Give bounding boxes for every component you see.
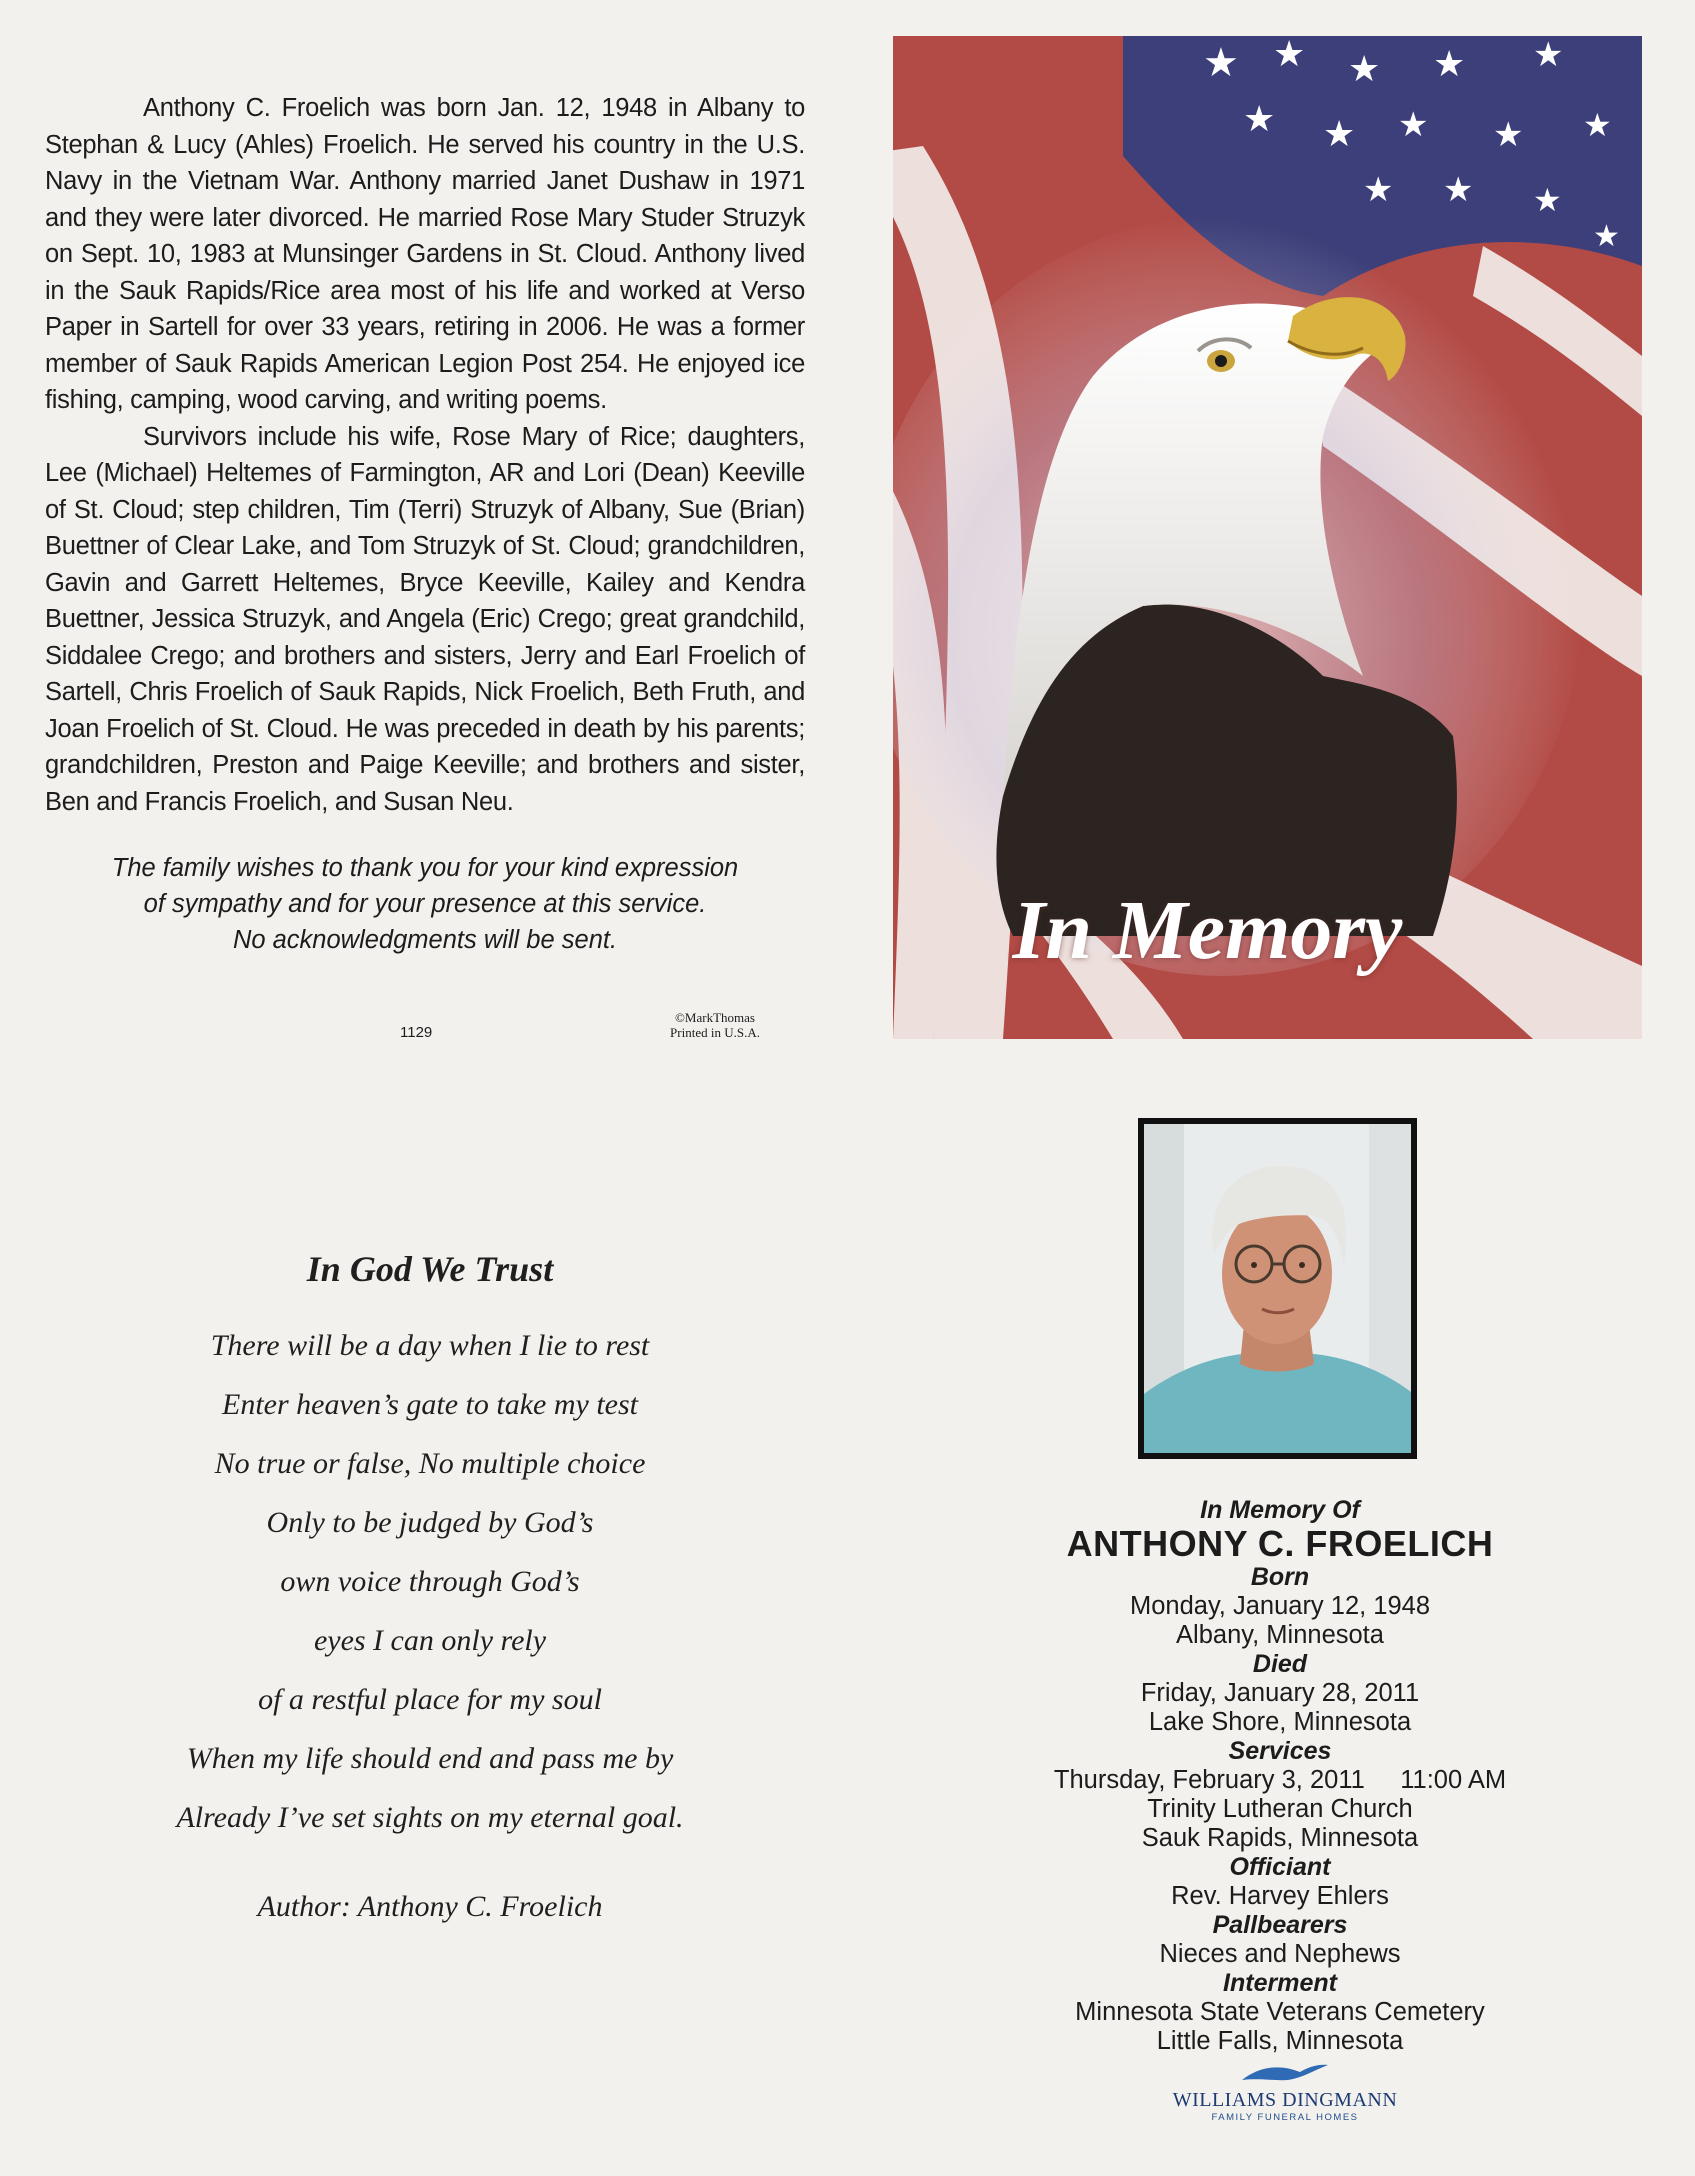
portrait-image [1144, 1124, 1411, 1453]
svg-text:★: ★ [1243, 99, 1276, 140]
interment-label: Interment [1223, 1969, 1337, 1997]
pallbearers-label: Pallbearers [1212, 1911, 1348, 1939]
died-place: Lake Shore, Minnesota [1148, 1708, 1412, 1736]
svg-text:★: ★ [1348, 49, 1381, 90]
cover-image [893, 36, 1642, 1039]
copyright-line: ©MarkThomas [675, 1010, 755, 1025]
svg-text:★: ★ [1273, 36, 1306, 75]
interment-place: Little Falls, Minnesota [1156, 2027, 1404, 2055]
born-label: Born [1250, 1563, 1310, 1591]
memorial-details [990, 1496, 1570, 2056]
poem-line: No true or false, No multiple choice [214, 1447, 646, 1480]
officiant-name: Rev. Harvey Ehlers [1171, 1882, 1389, 1910]
obituary-paragraph-2: Survivors include his wife, Rose Mary of Rice; daughters, Lee (Michael) Heltemes of Farmington, AR and Lori (Dean) Keeville of St. Cloud; step children, Tim (Terri) Struzyk of Albany, Sue (Brian) Buettner of Clear Lake, and Tom Struzyk of St. Cloud; grandchildren, Gavin and Garrett Heltemes, Bryce Keeville, Kailey and Kendra Buettner, Jessica Struzyk, and Angela (Eric) Crego; great grandchild, Siddalee Crego; and brothers and sisters, Jerry and Earl Froelich of Sartell, Chris Froelich of Sauk Rapids, Nick Froelich, Beth Fruth, and Joan Froelich of St. Cloud. He was preceded in death by his parents; grandchildren, Preston and Paige Keeville; and brothers and sister, Ben and Francis Froelich, and Susan Neu. [45, 422, 805, 816]
svg-text:★: ★ [1443, 170, 1474, 210]
pallbearers-value: Nieces and Nephews [1159, 1940, 1401, 1968]
deceased-name: ANTHONY C. FROELICH [1066, 1523, 1494, 1564]
born-date: Monday, January 12, 1948 [1129, 1592, 1431, 1620]
poem-line: Already I’ve set sights on my eternal goal. [176, 1801, 684, 1834]
poem-line: When my life should end and pass me by [186, 1742, 674, 1775]
product-code: 1129 [400, 1024, 433, 1041]
services-datetime: Thursday, February 3, 2011 11:00 AM [1053, 1766, 1507, 1794]
poem-line: of a restful place for my soul [258, 1683, 602, 1716]
printed-in-line: Printed in U.S.A. [670, 1025, 760, 1040]
portrait-photo [1138, 1118, 1417, 1459]
bird-icon [1240, 2062, 1330, 2084]
poem-author: Author: Anthony C. Froelich [257, 1890, 603, 1923]
poem-line: own voice through God’s [280, 1565, 580, 1598]
svg-text:★: ★ [1203, 40, 1239, 86]
funeral-home-subtitle: FAMILY FUNERAL HOMES [1211, 2112, 1359, 2123]
services-label: Services [1228, 1737, 1332, 1765]
thanks-line: The family wishes to thank you for your kind expression [111, 854, 739, 882]
svg-text:★: ★ [1583, 106, 1612, 144]
services-place: Sauk Rapids, Minnesota [1141, 1824, 1419, 1852]
family-thanks-note [60, 850, 790, 958]
poem-line: There will be a day when I lie to rest [210, 1329, 650, 1362]
obituary-paragraph-1: Anthony C. Froelich was born Jan. 12, 1948 in Albany to Stephan & Lucy (Ahles) Froelich. He served his country in the U.S. Navy in the Vietnam War. Anthony married Janet Dushaw in 1971 and they were later divorced. He married Rose Mary Studer Struzyk on Sept. 10, 1983 at Munsinger Gardens in St. Cloud. Anthony lived in the Sauk Rapids/Rice area most of his life and worked at Verso Paper in Sartell for over 33 years, retiring in 2006. He was a former member of Sauk Rapids American Legion Post 254. He enjoyed ice fishing, camping, wood carving, and writing poems. [45, 94, 805, 414]
poem [110, 1248, 750, 1924]
born-place: Albany, Minnesota [1176, 1621, 1384, 1649]
memorial-heading: In Memory Of [1200, 1496, 1360, 1524]
poem-line: eyes I can only rely [313, 1624, 547, 1657]
died-date: Friday, January 28, 2011 [1140, 1679, 1420, 1707]
obituary-text [45, 90, 805, 820]
funeral-home-name: WILLIAMS DINGMANN [1172, 2089, 1398, 2111]
poem-line: Only to be judged by God’s [266, 1506, 594, 1539]
copyright-notice [640, 1010, 790, 1040]
svg-text:★: ★ [1323, 114, 1356, 155]
officiant-label: Officiant [1229, 1853, 1331, 1881]
interment-cemetery: Minnesota State Veterans Cemetery [1075, 1998, 1485, 2026]
svg-text:★: ★ [1433, 44, 1466, 85]
services-venue: Trinity Lutheran Church [1147, 1795, 1413, 1823]
svg-text:★: ★ [1493, 115, 1524, 155]
svg-text:★: ★ [1398, 105, 1429, 145]
died-label: Died [1252, 1650, 1308, 1678]
cover-title: In Memory [1012, 884, 1403, 977]
poem-title: In God We Trust [306, 1249, 554, 1289]
poem-line: Enter heaven’s gate to take my test [222, 1388, 638, 1421]
svg-text:★: ★ [1533, 181, 1562, 219]
svg-text:★: ★ [1593, 219, 1620, 254]
thanks-line: No acknowledgments will be sent. [232, 926, 618, 954]
thanks-line: of sympathy and for your presence at this service. [143, 890, 707, 918]
svg-text:★: ★ [1533, 36, 1564, 75]
funeral-home-logo [1170, 2062, 1400, 2123]
svg-text:★: ★ [1363, 170, 1394, 210]
